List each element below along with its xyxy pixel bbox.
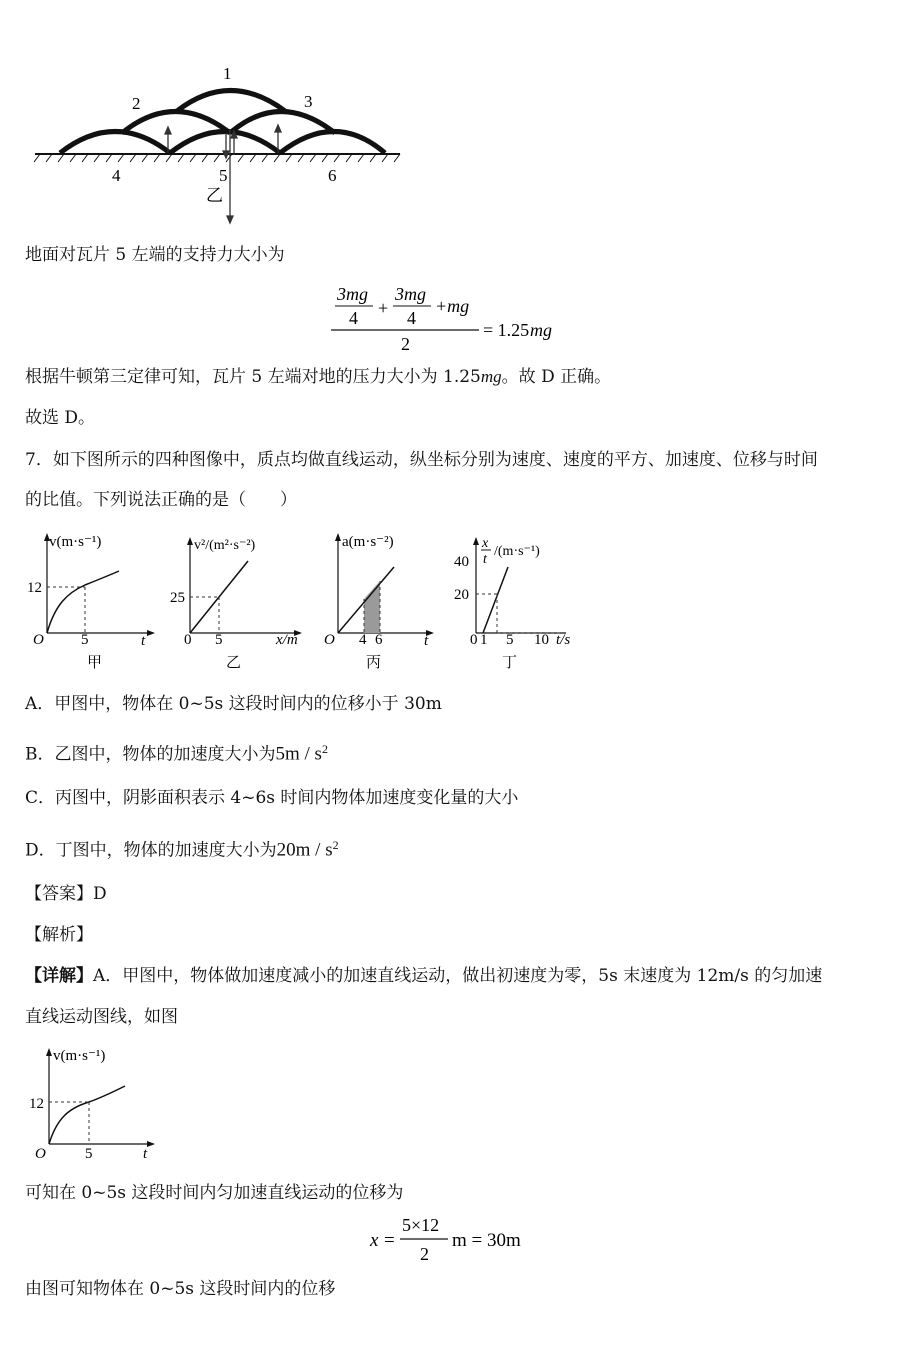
tile-label-3: 3 <box>304 92 313 111</box>
graph-yi-ytick: 25 <box>170 590 185 606</box>
tiles-caption: 乙 <box>206 186 223 205</box>
graph-yi-xtick: 5 <box>215 632 223 648</box>
ground-hatch <box>34 154 400 162</box>
formula-displacement <box>366 1212 546 1272</box>
formula2-num: 5×12 <box>402 1215 440 1235</box>
graph-ding <box>450 527 590 677</box>
tile-5 <box>170 132 280 154</box>
option-b-value: 5m / s <box>275 743 322 765</box>
option-b <box>25 738 328 766</box>
graph-ding-caption: 丁 <box>502 653 518 671</box>
graph-bing-ylabel: a(m·s⁻²) <box>342 534 394 550</box>
graph-bing-caption: 丙 <box>366 653 382 671</box>
newton-line-prefix: 根据牛顿第三定律可知，瓦片 5 左端对地的压力大小为 1.25 <box>25 367 481 387</box>
newton-line-suffix: 。故 D 正确。 <box>501 367 612 387</box>
graph-jia-caption: 甲 <box>87 653 103 671</box>
formula1-rhs: = 1.25 <box>483 320 530 340</box>
question7-line1: 7．如下图所示的四种图像中，质点均做直线运动，纵坐标分别为速度、速度的平方、加速度、位移与时间 <box>25 450 818 470</box>
option-d-sup: 2 <box>332 838 339 852</box>
small-graph-ylabel: v(m·s⁻¹) <box>53 1048 106 1064</box>
detail-line2: 直线运动图线，如图 <box>25 1007 178 1027</box>
graph-ding-xtick0: 1 <box>480 632 488 648</box>
formula1-plus1: + <box>378 298 389 318</box>
graph-yi <box>166 527 316 677</box>
graph-yi-caption: 乙 <box>226 653 242 671</box>
formula1-den: 2 <box>401 334 410 354</box>
option-c: C．丙图中，阴影面积表示 4~6s 时间内物体加速度变化量的大小 <box>25 788 519 808</box>
detail-text: A．甲图中，物体做加速度减小的加速直线运动，做出初速度为零，5s 末速度为 12m/s 的匀加速 <box>93 966 823 986</box>
tile-label-6: 6 <box>328 166 337 185</box>
graph-bing-xlabel: t <box>424 633 429 649</box>
last-line: 由图可知物体在 0~5s 这段时间内的位移 <box>25 1279 336 1299</box>
graph-jia-xlabel: t <box>141 633 146 649</box>
graph-jia-xtick: 5 <box>81 632 89 648</box>
tile-3 <box>230 112 335 134</box>
formula1-num2: 3mg <box>395 284 426 304</box>
graph-bing-origin: O <box>324 632 335 648</box>
tiles-figure <box>30 55 410 230</box>
graph-jia-comparison <box>25 1040 165 1170</box>
graph-ding-xtick2: 10 <box>534 632 549 648</box>
analysis-line: 【解析】 <box>25 925 93 945</box>
graph-ding-ylabel-num: x <box>482 536 489 551</box>
option-d-value: 20m / s <box>276 839 333 861</box>
graph-jia-ytick: 12 <box>27 580 42 596</box>
option-a: A．甲图中，物体在 0~5s 这段时间内的位移小于 30m <box>25 694 442 714</box>
graph-bing <box>318 527 448 677</box>
option-d <box>25 834 339 862</box>
graph-jia-curve <box>47 571 119 633</box>
small-graph-origin: O <box>35 1146 46 1162</box>
formula2-eq: = <box>384 1230 395 1251</box>
formula1-rhs-unit: mg <box>530 320 552 340</box>
graph-ding-xlabel: t/s <box>556 632 571 648</box>
newton-line-unit: mg <box>480 367 502 386</box>
newton-third-law-line <box>25 366 611 388</box>
graph-jia-ylabel: v(m·s⁻¹) <box>49 534 102 550</box>
graph-bing-xtick2: 6 <box>375 632 383 648</box>
tile-4 <box>60 132 170 154</box>
formula1-plus2: +mg <box>435 296 470 316</box>
small-graph-ytick: 12 <box>29 1096 44 1112</box>
small-graph-curve <box>49 1086 125 1144</box>
graph-jia-origin: O <box>33 632 44 648</box>
question7-line2: 的比值。下列说法正确的是（ ） <box>25 490 297 510</box>
support-force-intro: 地面对瓦片 5 左端的支持力大小为 <box>25 245 285 265</box>
graph-ding-ylabel-den: t <box>483 552 487 567</box>
tile-1 <box>177 91 285 112</box>
tile-2 <box>122 112 230 134</box>
tile-label-5: 5 <box>219 166 228 185</box>
option-b-sup: 2 <box>321 742 328 756</box>
formula2-lhs: x <box>370 1230 379 1251</box>
graph-bing-xtick1: 4 <box>359 632 367 648</box>
formula-support-force <box>325 282 585 358</box>
detail-tag: 【详解】 <box>25 966 93 986</box>
graph-ding-xtick1: 5 <box>506 632 514 648</box>
formula1-den2: 4 <box>407 308 416 328</box>
formula2-den: 2 <box>420 1244 429 1264</box>
graph-ding-line <box>483 567 508 633</box>
graph-bing-shaded-area <box>364 581 380 633</box>
detail-line1 <box>25 965 822 987</box>
formula1-num1: 3mg <box>337 284 368 304</box>
option-b-text: B．乙图中，物体的加速度大小为 <box>25 744 276 765</box>
small-graph-xtick: 5 <box>85 1146 93 1162</box>
graph-yi-origin: 0 <box>184 632 192 648</box>
tile-label-2: 2 <box>132 94 141 113</box>
small-graph-xlabel: t <box>143 1146 148 1162</box>
graph-yi-ylabel: v²/(m²·s⁻²) <box>194 538 256 553</box>
displacement-intro: 可知在 0~5s 这段时间内匀加速直线运动的位移为 <box>25 1183 404 1203</box>
answer-line: 【答案】D <box>25 884 107 904</box>
tile-label-1: 1 <box>223 64 232 83</box>
formula2-rhs: m = 30m <box>452 1230 521 1251</box>
graph-jia <box>25 527 165 677</box>
tile-label-4: 4 <box>112 166 121 185</box>
graph-ding-origin: 0 <box>470 632 478 648</box>
graph-ding-ytick2: 20 <box>454 587 469 603</box>
graph-ding-ylabel-unit: /(m·s⁻¹) <box>494 544 540 559</box>
formula1-den1: 4 <box>349 308 358 328</box>
option-d-text: D．丁图中，物体的加速度大小为 <box>25 840 277 861</box>
graph-ding-ytick1: 40 <box>454 554 469 570</box>
graph-yi-xlabel: x/m <box>276 632 298 648</box>
tile-6 <box>280 132 385 154</box>
choose-d-line: 故选 D。 <box>25 408 96 428</box>
